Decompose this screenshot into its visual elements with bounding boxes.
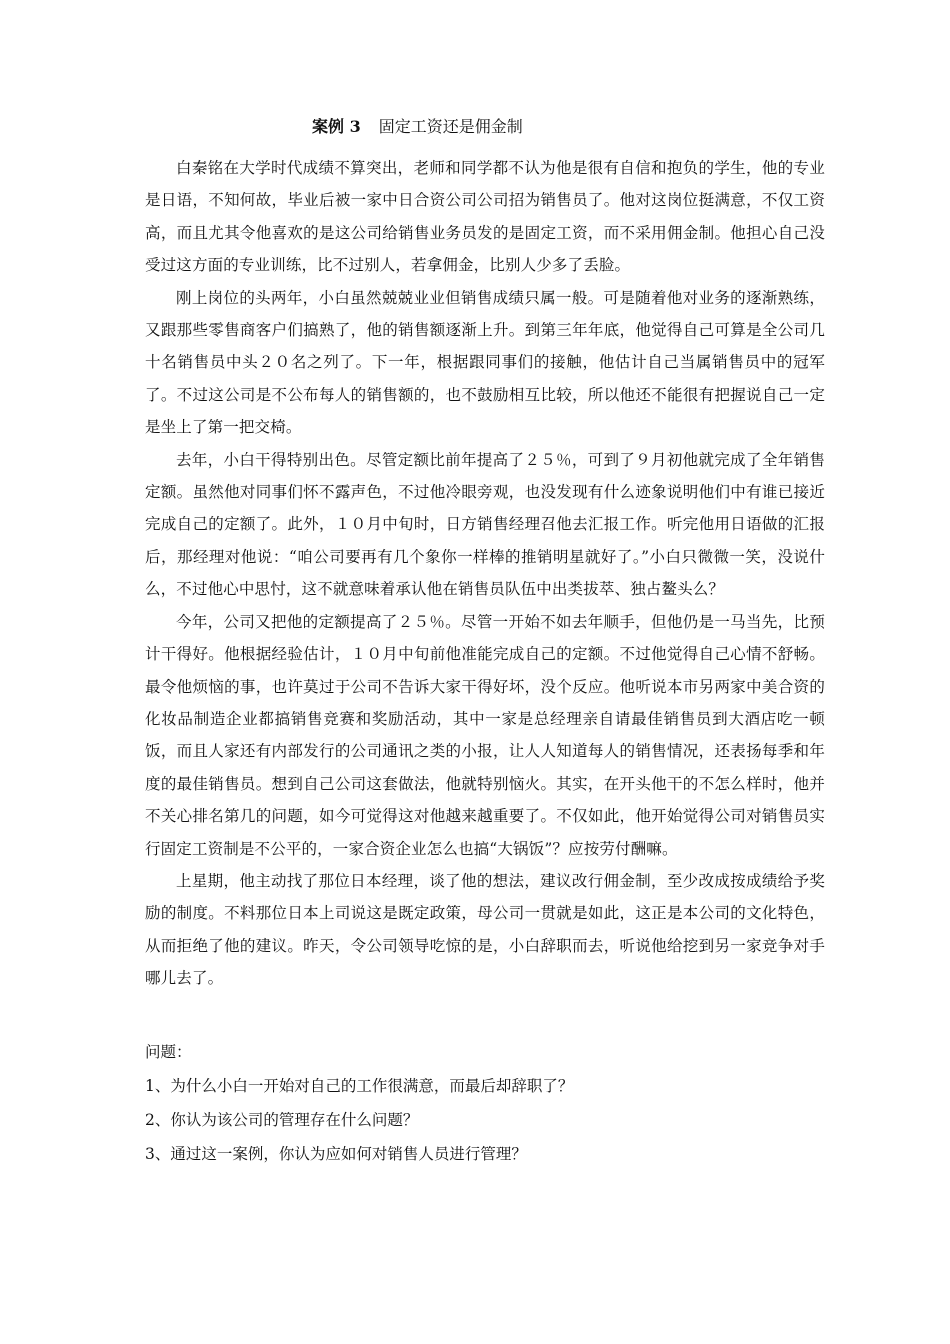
question-item: 3、通过这一案例，你认为应如何对销售人员进行管理？ xyxy=(145,1145,527,1163)
paragraph: 今年，公司又把他的定额提高了２５％。尽管一开始不如去年顺手，但他仍是一马当先，比预计干得好。他根据经验估计，１０月中旬前他准能完成自己的定额。不过他觉得自己心情不舒畅。最令他烦恼的事，也许莫过于公司不告诉大家干得好坏，没个反应。他听说本市另两家中美合资的化妆品制造企业都搞销售竞赛和奖励活动，其中一家是总经理亲自请最佳销售员到大酒店吃一顿饭，而且人家还有内部发行的公司通讯之类的小报，让人人知道每人的销售情况，还表扬每季和年度的最佳销售员。想到自己公司这套做法，他就特别恼火。其实，在开头他干的不怎么样时，他并不关心排名第几的问题，如今可觉得这对他越来越重要了。不仅如此，他开始觉得公司对销售员实行固定工资制是不公平的，一家合资企业怎么也搞“大锅饭”？应按劳付酬嘛。 xyxy=(145,612,825,858)
paragraph: 上星期，他主动找了那位日本经理，谈了他的想法，建议改行佣金制，至少改成按成绩给予奖励的制度。不料那位日本上司说这是既定政策，母公司一贯就是如此，这正是本公司的文化特色，从而拒绝了他的建议。昨天，令公司领导吃惊的是，小白辞职而去，听说他给挖到另一家竞争对手哪儿去了。 xyxy=(145,871,825,988)
questions-label: 问题： xyxy=(145,1043,192,1061)
paragraph: 去年，小白干得特别出色。尽管定额比前年提高了２５％，可到了９月初他就完成了全年销售定额。虽然他对同事们怀不露声色，不过他冷眼旁观，也没发现有什么迹象说明他们中有谁已接近完成自己的定额了。此外，１０月中旬时，日方销售经理召他去汇报工作。听完他用日语做的汇报后，那经理对他说：“咱公司要再有几个象你一样棒的推销明星就好了。”小白只微微一笑，没说什么，不过他心中思忖，这不就意味着承认他在销售员队伍中出类拔萃、独占鳌头么？ xyxy=(145,450,825,599)
paragraph: 刚上岗位的头两年，小白虽然兢兢业业但销售成绩只属一般。可是随着他对业务的逐渐熟练，又跟那些零售商客户们搞熟了，他的销售额逐渐上升。到第三年年底，他觉得自己可算是全公司几十名销售员中头２０名之列了。下一年，根据跟同事们的接触，他估计自己当属销售员中的冠军了。不过这公司是不公布每人的销售额的，也不鼓励相互比较，所以他还不能很有把握说自己一定是坐上了第一把交椅。 xyxy=(145,288,825,437)
case-body xyxy=(145,152,825,995)
paragraph: 白秦铭在大学时代成绩不算突出，老师和同学都不认为他是很有自信和抱负的学生，他的专业是日语，不知何故，毕业后被一家中日合资公司公司招为销售员了。他对这岗位挺满意，不仅工资高，而且尤其令他喜欢的是这公司给销售业务员发的是固定工资，而不采用佣金制。他担心自己没受过这方面的专业训练，比不过别人，若拿佣金，比别人少多了丢脸。 xyxy=(145,159,825,275)
case-title xyxy=(312,116,523,138)
case-number: 案例 3 xyxy=(312,117,361,136)
question-item: 1、为什么小白一开始对自己的工作很满意，而最后却辞职了？ xyxy=(145,1077,574,1095)
case-name: 固定工资还是佣金制 xyxy=(378,117,523,136)
question-item: 2、你认为该公司的管理存在什么问题？ xyxy=(145,1111,419,1129)
questions-section xyxy=(145,1035,825,1171)
